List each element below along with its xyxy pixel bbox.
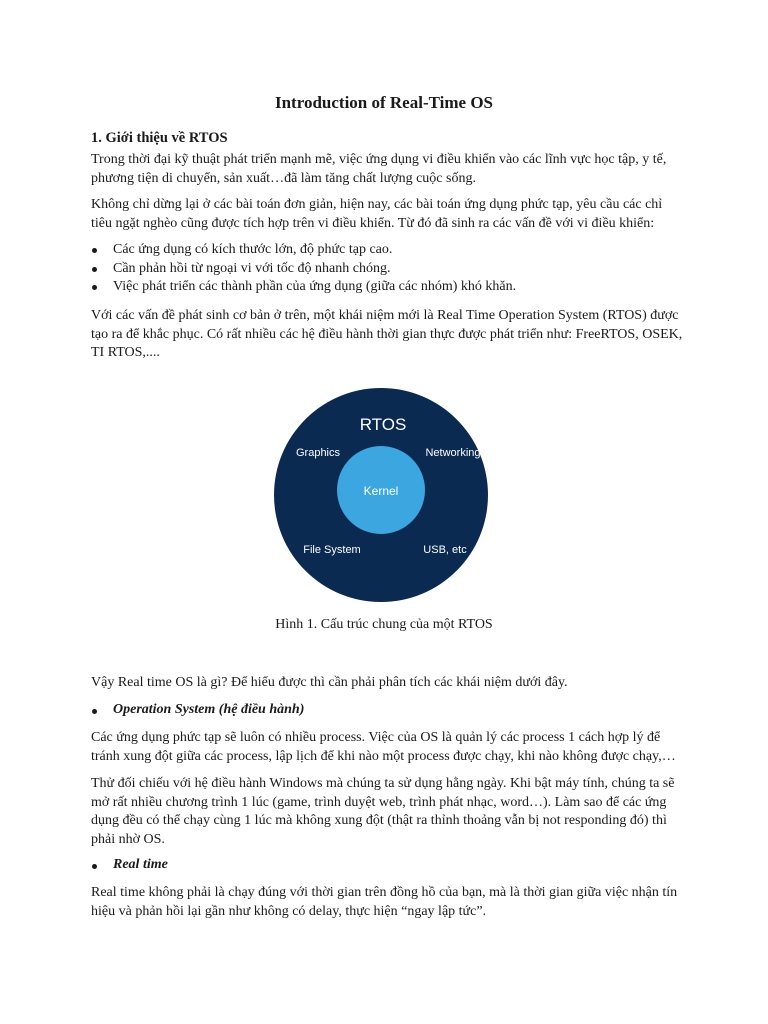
- usb-label: USB, etc: [423, 544, 467, 556]
- rtos-structure-diagram: [273, 387, 489, 603]
- bullet-heading-os: Operation System (hệ điều hành): [91, 702, 304, 718]
- paragraph-line: tạo ra để khắc phục. Có rất nhiều các hệ điều hành thời gian thực được phát triển như: FreeRTOS, OSEK,: [91, 326, 683, 342]
- paragraph-line: mở rất nhiều chương trình 1 lúc (game, trình duyệt web, trình phát nhạc, word…). Làm sao để các ứng: [91, 794, 667, 810]
- paragraph-line: phương tiện di chuyển, sản xuất…đã làm tăng chất lượng cuộc sống.: [91, 170, 476, 186]
- list-item: Việc phát triển các thành phần của ứng dụng (giữa các nhóm) khó khăn.: [91, 278, 516, 297]
- file-system-label: File System: [303, 544, 361, 556]
- document-title: Introduction of Real-Time OS: [274, 93, 494, 112]
- paragraph-line: tránh xung đột giữa các process, lập lịch để khi nào một process được chạy, khi nào không được chạy,…: [91, 748, 676, 764]
- section-heading-intro: 1. Giới thiệu về RTOS: [91, 130, 228, 146]
- paragraph-line: phải nhờ OS.: [91, 831, 165, 847]
- paragraph-line: hiệu và phản hồi lại gần như không có delay, thực hiện “ngay lập tức”.: [91, 903, 487, 919]
- paragraph-what-is-rtos: [91, 674, 691, 693]
- problems-list: [91, 241, 516, 297]
- paragraph-line: dụng đều có thể chạy cùng 1 lúc mà không xung đột (thật ra thỉnh thoảng vẫn bị not responding đó) thì: [91, 813, 667, 828]
- list-item: Các ứng dụng có kích thước lớn, độ phức tạp cao.: [91, 241, 516, 260]
- list-item: Cần phản hồi từ ngoại vi với tốc độ nhanh chóng.: [91, 260, 516, 279]
- paragraph-os: [91, 729, 691, 766]
- paragraph-line: TI RTOS,....: [91, 345, 160, 360]
- paragraph-real-time: [91, 884, 691, 921]
- bullet-heading-real-time: Real time: [91, 857, 168, 873]
- paragraph-intro: [91, 151, 691, 188]
- graphics-label: Graphics: [295, 447, 341, 459]
- paragraph-line: Vậy Real time OS là gì? Để hiểu được thì cần phải phân tích các khái niệm dưới đây.: [91, 675, 568, 690]
- paragraph-line: Không chỉ dừng lại ở các bài toán đơn giản, hiện nay, các bài toán ứng dụng phức tạp, yêu cầu các chỉ: [91, 197, 663, 212]
- kernel-label: Kernel: [363, 484, 399, 498]
- paragraph-line: Trong thời đại kỹ thuật phát triển mạnh mẽ, việc ứng dụng vi điều khiển vào các lĩnh vực học tập, y tế,: [91, 152, 667, 167]
- paragraph-line: Các ứng dụng phức tạp sẽ luôn có nhiều process. Việc của OS là quản lý các process 1 cách hợp lý để: [91, 730, 661, 745]
- rtos-label: RTOS: [359, 415, 407, 434]
- paragraph-line: tiêu ngặt nghèo cũng được tích hợp trên vi điều khiển. Từ đó đã sinh ra các vấn đề với vi điều khiển:: [91, 215, 655, 231]
- paragraph-problems: [91, 196, 691, 233]
- paragraph-rtos-solution: [91, 307, 691, 363]
- paragraph-line: Thử đối chiếu với hệ điều hành Windows mà chúng ta sử dụng hằng ngày. Khi bật máy tính, chúng ta sẽ: [91, 776, 675, 791]
- paragraph-windows: [91, 775, 691, 849]
- paragraph-line: Real time không phải là chạy đúng với thời gian trên đồng hồ của bạn, mà là thời gian giữa việc nhận tín: [91, 885, 678, 900]
- networking-label: Networking: [425, 447, 481, 459]
- paragraph-line: Với các vấn đề phát sinh cơ bản ở trên, một khái niệm mới là Real Time Operation System (RTOS) được: [91, 308, 679, 323]
- figure-caption: Hình 1. Cấu trúc chung của một RTOS: [275, 617, 493, 632]
